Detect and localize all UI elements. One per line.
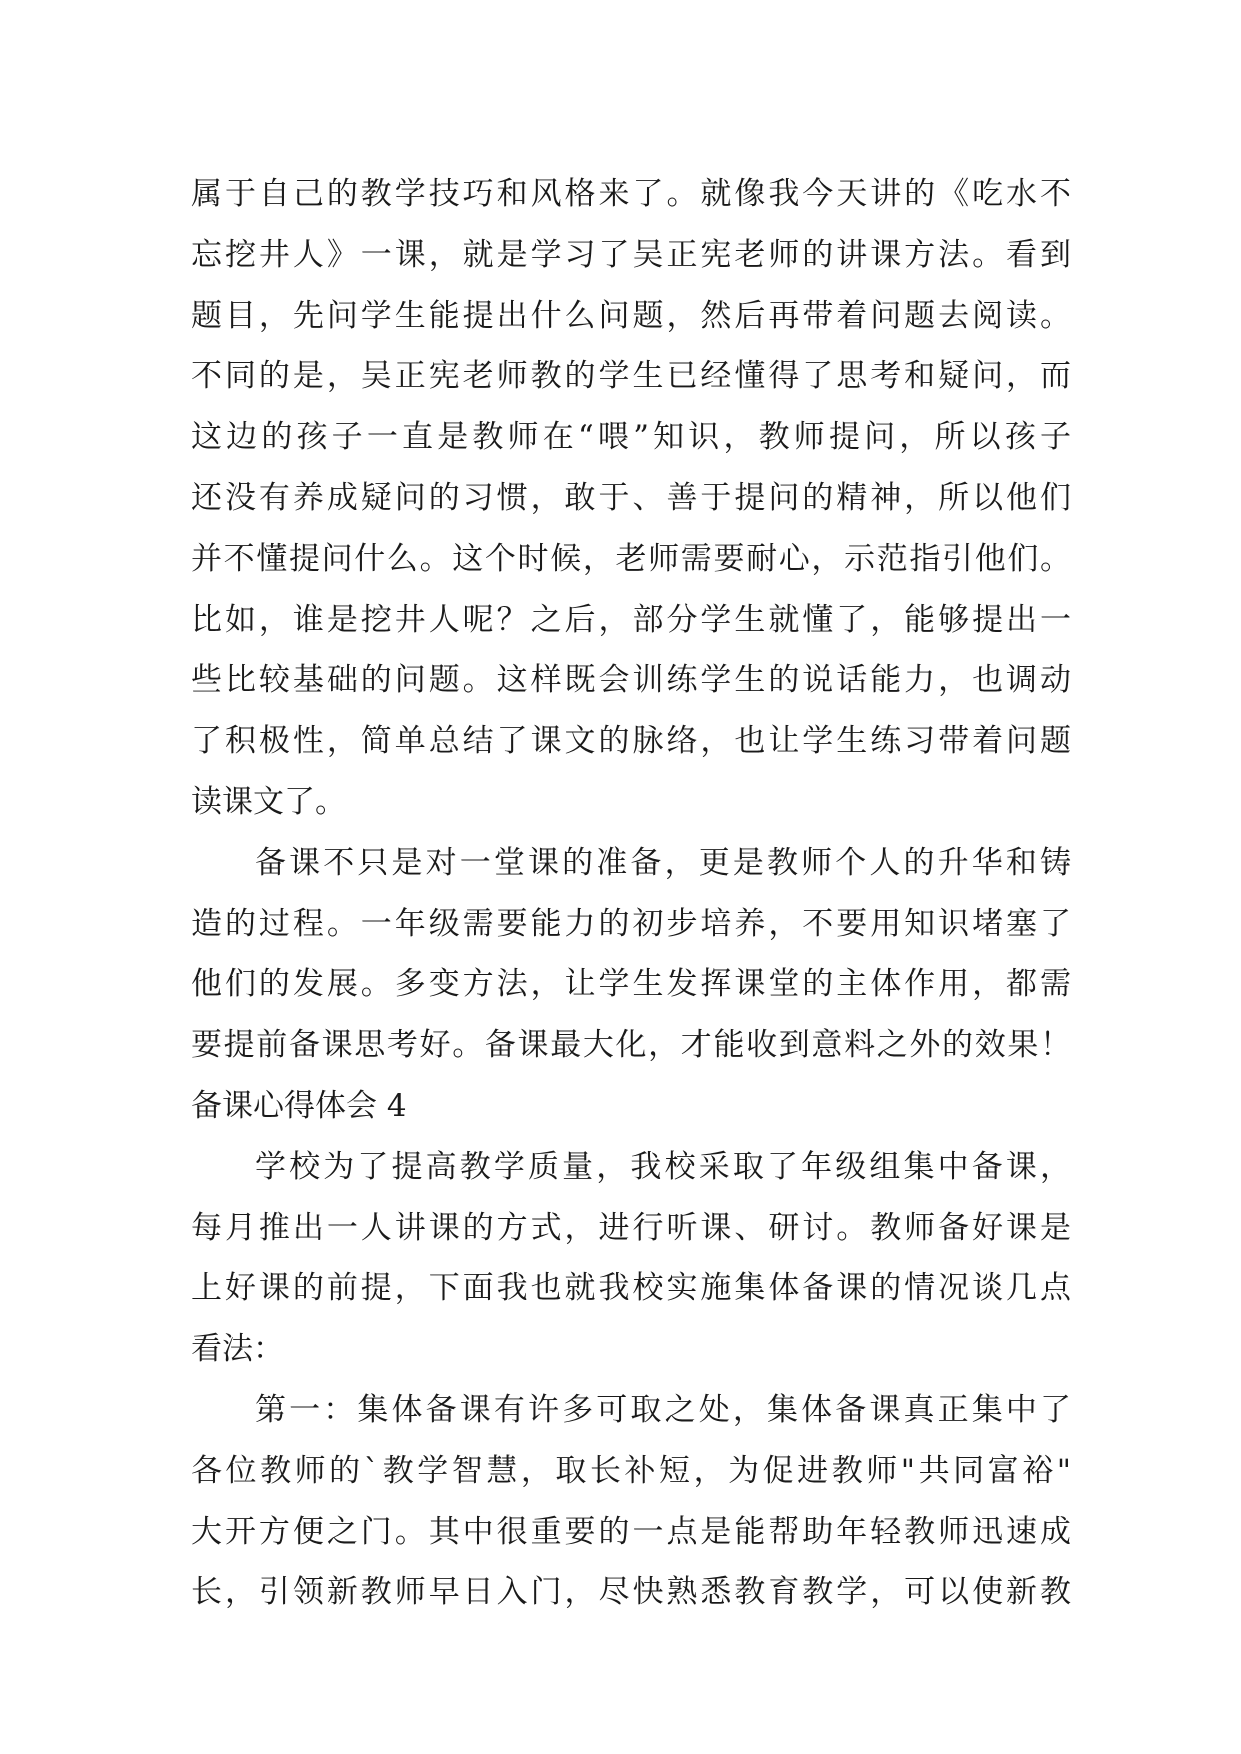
text-line: 上好课的前提，下面我也就我校实施集体备课的情况谈几点 xyxy=(191,1270,1071,1307)
body-text xyxy=(191,164,1071,1623)
text-line: 还没有养成疑问的习惯，敢于、善于提问的精神，所以他们 xyxy=(191,479,1071,516)
text-line: 比如，谁是挖井人呢？之后，部分学生就懂了，能够提出一 xyxy=(191,601,1071,638)
text-line: 读课文了。 xyxy=(191,783,346,820)
text-line: 大开方便之门。其中很重要的一点是能帮助年轻教师迅速成 xyxy=(191,1513,1071,1550)
section-heading: 备课心得体会 4 xyxy=(191,1087,407,1124)
paragraph-start-line: 学校为了提高教学质量，我校采取了年级组集中备课， xyxy=(255,1148,1071,1185)
text-line: 各位教师的`教学智慧，取长补短，为促进教师"共同富裕" xyxy=(191,1452,1071,1489)
text-line: 看法： xyxy=(191,1331,284,1368)
text-line: 并不懂提问什么。这个时候，老师需要耐心，示范指引他们。 xyxy=(191,540,1071,577)
text-line: 这边的孩子一直是教师在“喂”知识，教师提问，所以孩子 xyxy=(191,419,1071,456)
paragraph-start-line: 第一：集体备课有许多可取之处，集体备课真正集中了 xyxy=(255,1391,1071,1428)
text-line: 属于自己的教学技巧和风格来了。就像我今天讲的《吃水不 xyxy=(191,176,1071,212)
text-line: 要提前备课思考好。备课最大化，才能收到意料之外的效果！ xyxy=(191,1027,1071,1064)
text-line: 忘挖井人》一课，就是学习了吴正宪老师的讲课方法。看到 xyxy=(191,236,1071,273)
text-line: 题目，先问学生能提出什么问题，然后再带着问题去阅读。 xyxy=(191,297,1071,334)
text-line: 长，引领新教师早日入门，尽快熟悉教育教学，可以使新教 xyxy=(191,1574,1071,1611)
text-line: 造的过程。一年级需要能力的初步培养，不要用知识堵塞了 xyxy=(191,905,1071,942)
text-line: 了积极性，简单总结了课文的脉络，也让学生练习带着问题 xyxy=(191,723,1071,760)
paragraph-start-line: 备课不只是对一堂课的准备，更是教师个人的升华和铸 xyxy=(255,844,1071,881)
text-line: 每月推出一人讲课的方式，进行听课、研讨。教师备好课是 xyxy=(191,1209,1071,1246)
text-line: 不同的是，吴正宪老师教的学生已经懂得了思考和疑问，而 xyxy=(191,358,1071,395)
text-line: 些比较基础的问题。这样既会训练学生的说话能力，也调动 xyxy=(191,662,1071,699)
text-line: 他们的发展。多变方法，让学生发挥课堂的主体作用，都需 xyxy=(191,966,1071,1003)
